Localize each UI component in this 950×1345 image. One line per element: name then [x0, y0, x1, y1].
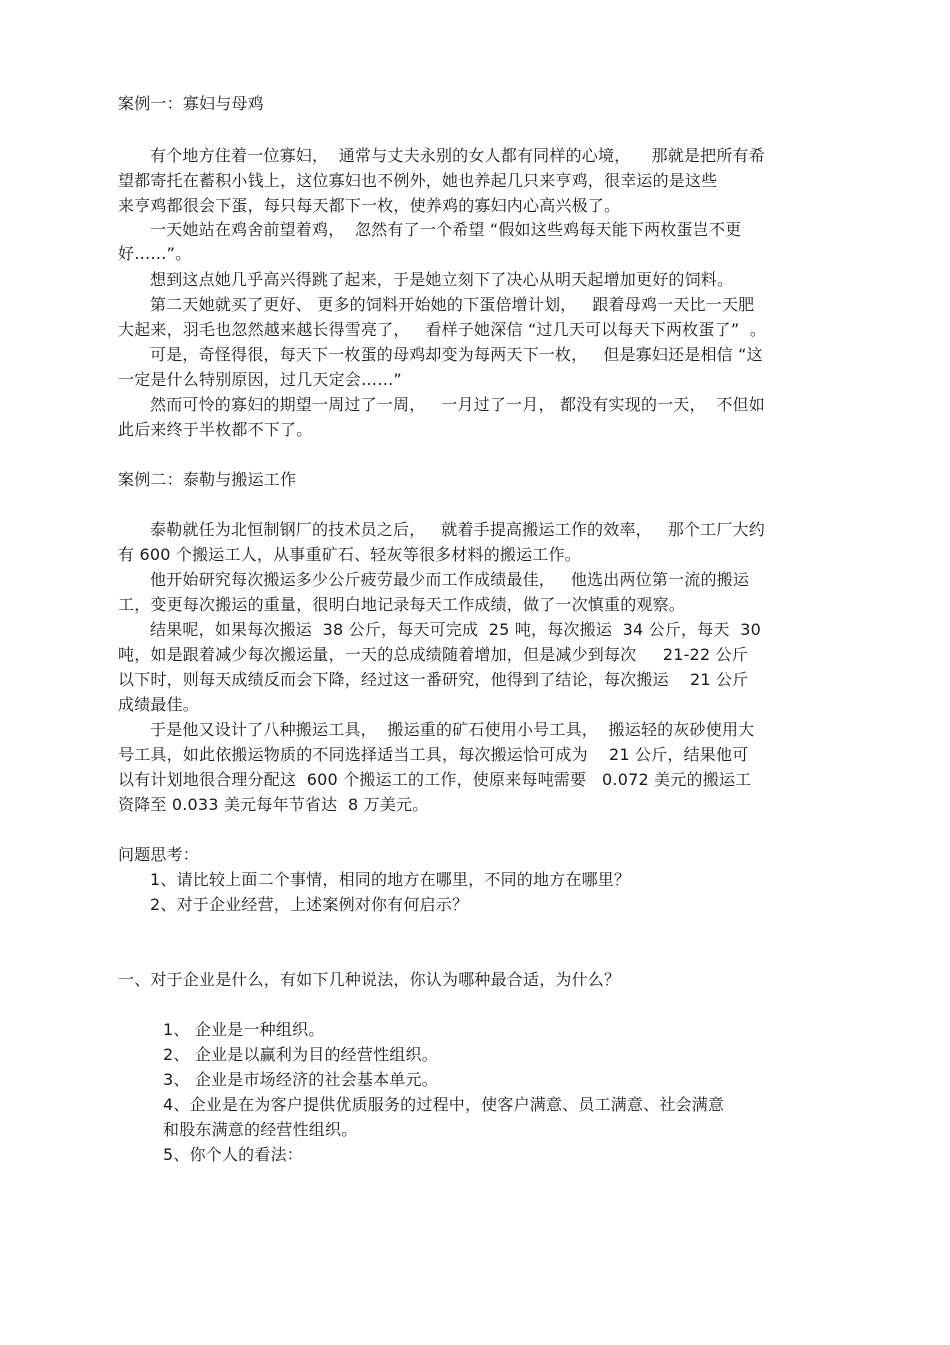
case1-line: 一天她站在鸡舍前望着鸡， 忽然有了一个希望 “假如这些鸡每天能下两枚蛋岂不更: [150, 220, 742, 239]
case1-line: 此后来终于半枚都不下了。: [118, 420, 313, 439]
case2-line: 吨，如是跟着减少每次搬运量，一天的总成绩随着增加，但是减少到每次 21-22 公斤: [118, 645, 749, 664]
case2-line: 资降至 0.033 美元每年节省达 8 万美元。: [118, 795, 429, 814]
section1-item: 1、 企业是一种组织。: [163, 1020, 325, 1039]
questions-heading: 问题思考：: [118, 845, 200, 864]
section1-heading: 一、对于企业是什么，有如下几种说法，你认为哪种最合适，为什么？: [118, 970, 621, 989]
case1-line: 一定是什么特别原因，过几天定会……”: [118, 370, 402, 389]
case1-line: 来亨鸡都很会下蛋，每只每天都下一枚，使养鸡的寡妇内心高兴极了。: [118, 196, 621, 215]
case2-line: 成绩最佳。: [118, 695, 200, 714]
case2-heading: 案例二：泰勒与搬运工作: [118, 470, 297, 489]
case1-line: 大起来，羽毛也忽然越来越长得雪亮了， 看样子她深信 “过几天可以每天下两枚蛋了” 。: [118, 320, 767, 339]
case2-line: 有 600 个搬运工人，从事重矿石、轻灰等很多材料的搬运工作。: [118, 545, 581, 564]
section1-item: 3、 企业是市场经济的社会基本单元。: [163, 1070, 438, 1089]
section1-item: 和股东满意的经营性组织。: [163, 1120, 358, 1139]
case1-line: 想到这点她几乎高兴得跳了起来，于是她立刻下了决心从明天起增加更好的饲料。: [150, 270, 734, 289]
case2-line: 工，变更每次搬运的重量，很明白地记录每天工作成绩，做了一次慎重的观察。: [118, 595, 686, 614]
case1-line: 望都寄托在蓄积小钱上，这位寡妇也不例外，她也养起几只来亨鸡，很幸运的是这些: [118, 171, 718, 190]
section1-item: 2、 企业是以赢利为目的经营性组织。: [163, 1045, 438, 1064]
case1-line: 有个地方住着一位寡妇， 通常与丈夫永别的女人都有同样的心境， 那就是把所有希: [150, 146, 765, 165]
case2-line: 以下时，则每天成绩反而会下降，经过这一番研究，他得到了结论，每次搬运 21 公斤: [118, 670, 749, 689]
case2-line: 于是他又设计了八种搬运工具， 搬运重的矿石使用小号工具， 搬运轻的灰砂使用大: [150, 720, 755, 739]
section1-item: 5、你个人的看法：: [163, 1145, 303, 1164]
case1-line: 好……”。: [118, 244, 192, 263]
case1-line: 第二天她就买了更好、 更多的饲料开始她的下蛋倍增计划， 跟着母鸡一天比一天肥: [150, 295, 755, 314]
case2-line: 结果呢，如果每次搬运 38 公斤，每天可完成 25 吨，每次搬运 34 公斤，每天 30: [150, 620, 761, 639]
case2-line: 他开始研究每次搬运多少公斤疲劳最少而工作成绩最佳， 他选出两位第一流的搬运: [150, 570, 750, 589]
section1-item: 4、企业是在为客户提供优质服务的过程中，使客户满意、员工满意、社会满意: [163, 1095, 725, 1114]
question-item: 1、请比较上面二个事情，相同的地方在哪里，不同的地方在哪里？: [150, 870, 631, 889]
case1-line: 然而可怜的寡妇的期望一周过了一周， 一月过了一月， 都没有实现的一天， 不但如: [150, 395, 765, 414]
question-item: 2、对于企业经营，上述案例对你有何启示？: [150, 895, 469, 914]
case1-heading: 案例一：寡妇与母鸡: [118, 94, 264, 113]
case2-line: 泰勒就任为北恒制钢厂的技术员之后， 就着手提高搬运工作的效率， 那个工厂大约: [150, 520, 765, 539]
case2-line: 以有计划地很合理分配这 600 个搬运工的工作，使原来每吨需要 0.072 美元的搬运工: [118, 770, 752, 789]
case1-line: 可是，奇怪得很，每天下一枚蛋的母鸡却变为每两天下一枚， 但是寡妇还是相信 “这: [150, 345, 763, 364]
case2-line: 号工具，如此依搬运物质的不同选择适当工具，每次搬运恰可成为 21 公斤，结果他可: [118, 745, 749, 764]
